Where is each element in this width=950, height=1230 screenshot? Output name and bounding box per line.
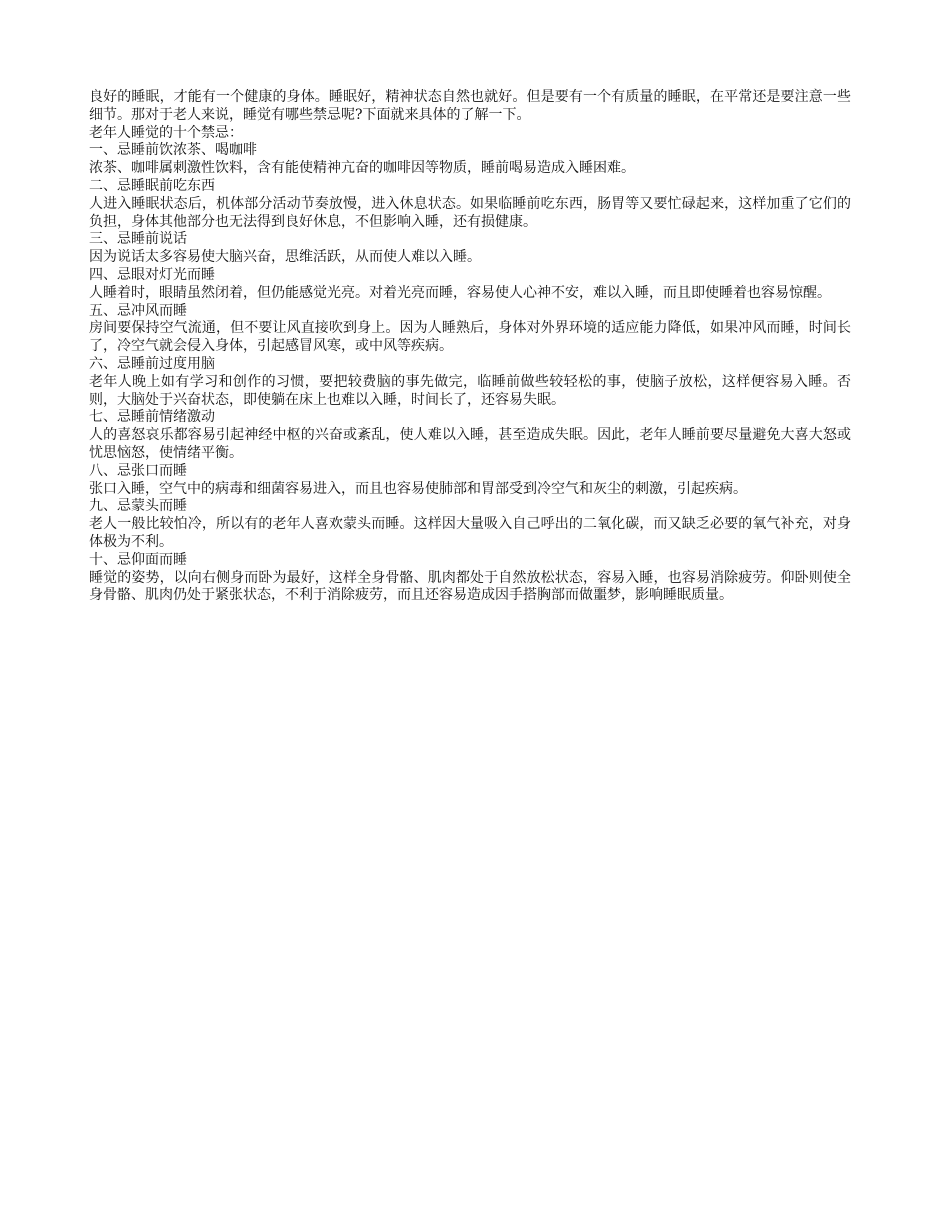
section-heading-4: 四、忌眼对灯光而睡 <box>89 266 215 283</box>
section-body-4: 人睡着时，眼睛虽然闭着，但仍能感觉光亮。对着光亮而睡，容易使人心神不安，难以入睡，而且即使睡着也容易惊醒。 <box>89 284 831 301</box>
section-body-6: 老年人晚上如有学习和创作的习惯，要把较费脑的事先做完，临睡前做些较轻松的事，使脑子放松，这样便容易入睡。否则，大脑处于兴奋状态，即使躺在床上也难以入睡，时间长了，还容易失眠。 <box>89 373 851 408</box>
section-body-7: 人的喜怒哀乐都容易引起神经中枢的兴奋或紊乱，使人难以入睡，甚至造成失眠。因此，老年人睡前要尽量避免大喜大怒或忧思恼怒，使情绪平衡。 <box>89 427 851 461</box>
section-heading-8: 八、忌张口而睡 <box>89 462 187 479</box>
section-heading-6: 六、忌睡前过度用脑 <box>89 355 215 372</box>
section-body-9: 老人一般比较怕冷，所以有的老年人喜欢蒙头而睡。这样因大量吸入自己呼出的二氧化碳，而又缺乏必要的氧气补充，对身体极为不利。 <box>89 516 851 550</box>
section-body-10: 睡觉的姿势，以向右侧身而卧为最好，这样全身骨骼、肌肉都处于自然放松状态，容易入睡，也容易消除疲劳。仰卧则使全身骨骼、肌肉仍处于紧张状态，不利于消除疲劳，而且还容易造成因手搭胸部而做噩梦，影响睡眠质量。 <box>89 569 851 604</box>
section-heading-10: 十、忌仰面而睡 <box>89 551 187 568</box>
section-body-1: 浓茶、咖啡属刺激性饮料，含有能使精神亢奋的咖啡因等物质，睡前喝易造成入睡困难。 <box>89 160 635 177</box>
section-heading-1: 一、忌睡前饮浓茶、喝咖啡 <box>89 142 257 159</box>
section-heading-9: 九、忌蒙头而睡 <box>89 498 187 515</box>
section-body-2: 人进入睡眠状态后，机体部分活动节奏放慢，进入休息状态。如果临睡前吃东西，肠胃等又要忙碌起来，这样加重了它们的负担，身体其他部分也无法得到良好休息，不但影响入睡，还有损健康。 <box>89 195 851 230</box>
section-body-5: 房间要保持空气流通，但不要让风直接吹到身上。因为人睡熟后，身体对外界环境的适应能力降低，如果冲风而睡，时间长了，冷空气就会侵入身体，引起感冒风寒，或中风等疾病。 <box>89 320 851 355</box>
list-title: 老年人睡觉的十个禁忌： <box>89 124 243 141</box>
section-heading-3: 三、忌睡前说话 <box>89 231 187 248</box>
intro-paragraph: 良好的睡眠，才能有一个健康的身体。睡眠好，精神状态自然也就好。但是要有一个有质量的睡眠，在平常还是要注意一些细节。那对于老人来说，睡觉有哪些禁忌呢?下面就来具体的了解一下。 <box>89 89 851 123</box>
document-page <box>89 89 851 605</box>
section-body-8: 张口入睡，空气中的病毒和细菌容易进入，而且也容易使肺部和胃部受到冷空气和灰尘的刺激，引起疾病。 <box>89 480 747 497</box>
section-body-3: 因为说话太多容易使大脑兴奋，思维活跃，从而使人难以入睡。 <box>89 249 481 266</box>
section-heading-5: 五、忌冲风而睡 <box>89 302 187 319</box>
section-heading-7: 七、忌睡前情绪激动 <box>89 409 215 426</box>
section-heading-2: 二、忌睡眠前吃东西 <box>89 177 215 194</box>
